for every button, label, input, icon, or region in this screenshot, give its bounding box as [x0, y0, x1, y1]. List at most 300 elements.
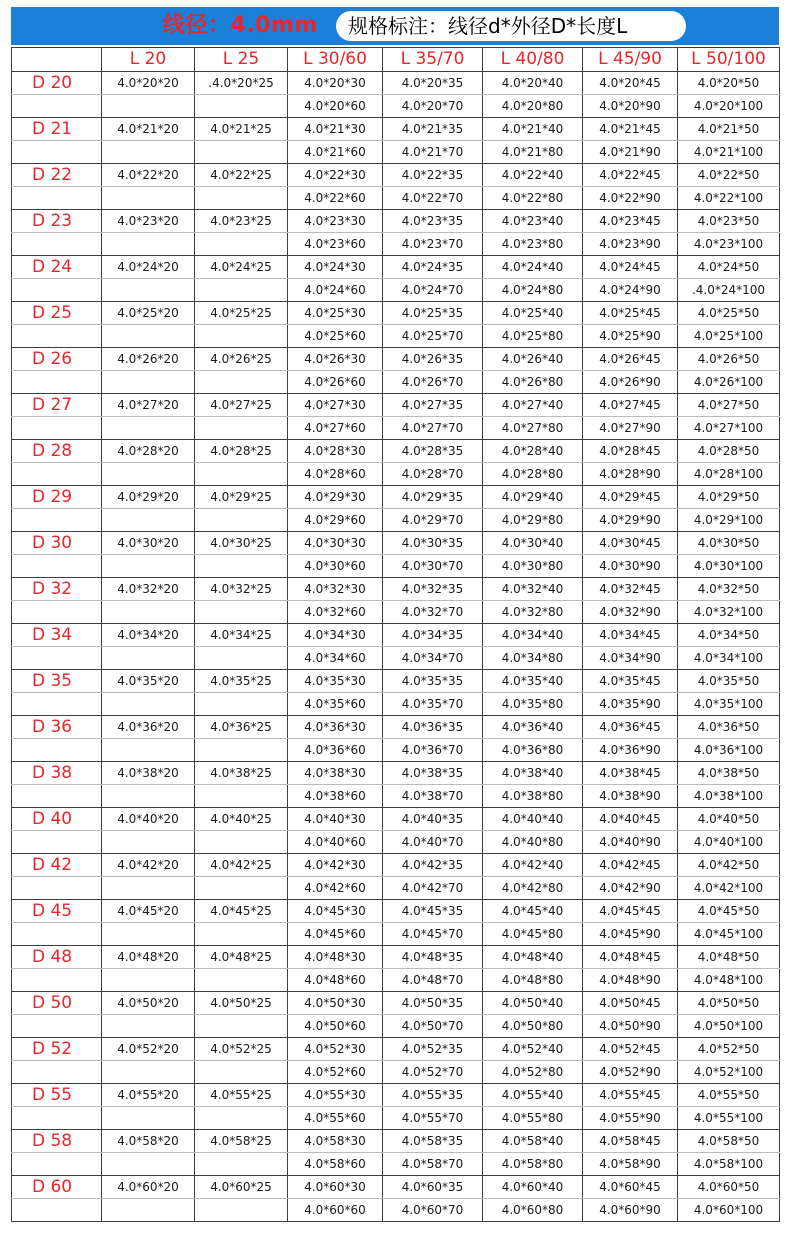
spec-cell: 4.0*35*50: [678, 670, 780, 693]
table-row: [12, 210, 780, 233]
spec-cell: 4.0*30*50: [678, 532, 780, 555]
table-row: [12, 1199, 780, 1222]
spec-cell: 4.0*55*35: [383, 1084, 483, 1107]
spec-cell: 4.0*30*20: [102, 532, 195, 555]
spec-cell: 4.0*25*35: [383, 302, 483, 325]
spec-cell: 4.0*24*45: [583, 256, 678, 279]
spec-cell: 4.0*23*60: [288, 233, 383, 256]
spec-cell: 4.0*26*60: [288, 371, 383, 394]
table-row: [12, 256, 780, 279]
empty-cell: [195, 923, 288, 946]
table-row: [12, 371, 780, 394]
spec-cell: 4.0*28*30: [288, 440, 383, 463]
empty-cell: [12, 739, 102, 762]
table-row: [12, 463, 780, 486]
spec-cell: 4.0*42*100: [678, 877, 780, 900]
spec-cell: 4.0*21*80: [483, 141, 583, 164]
table-row: [12, 1038, 780, 1061]
table-row: [12, 279, 780, 302]
outer-diameter-label: D 25: [12, 302, 102, 325]
spec-cell: 4.0*48*100: [678, 969, 780, 992]
spec-cell: 4.0*36*20: [102, 716, 195, 739]
spec-cell: 4.0*20*40: [483, 72, 583, 95]
spec-cell: 4.0*30*35: [383, 532, 483, 555]
empty-cell: [195, 969, 288, 992]
table-row: [12, 1015, 780, 1038]
table-row: [12, 302, 780, 325]
empty-cell: [12, 187, 102, 210]
spec-cell: 4.0*22*90: [583, 187, 678, 210]
spec-cell: 4.0*32*100: [678, 601, 780, 624]
spec-cell: 4.0*52*100: [678, 1061, 780, 1084]
spec-table: [11, 47, 780, 1222]
spec-cell: 4.0*52*60: [288, 1061, 383, 1084]
outer-diameter-label: D 52: [12, 1038, 102, 1061]
spec-cell: 4.0*52*35: [383, 1038, 483, 1061]
spec-cell: 4.0*38*20: [102, 762, 195, 785]
table-row: [12, 601, 780, 624]
empty-cell: [12, 371, 102, 394]
spec-cell: 4.0*38*60: [288, 785, 383, 808]
table-row: [12, 624, 780, 647]
empty-cell: [12, 95, 102, 118]
spec-cell: 4.0*48*40: [483, 946, 583, 969]
spec-cell: 4.0*29*45: [583, 486, 678, 509]
empty-cell: [102, 923, 195, 946]
empty-cell: [102, 831, 195, 854]
empty-cell: [195, 463, 288, 486]
spec-note-text: 规格标注：线径d*外径D*长度L: [348, 14, 628, 38]
spec-cell: 4.0*29*30: [288, 486, 383, 509]
spec-cell: 4.0*50*25: [195, 992, 288, 1015]
table-row: [12, 739, 780, 762]
table-row: [12, 233, 780, 256]
empty-cell: [195, 1107, 288, 1130]
outer-diameter-label: D 40: [12, 808, 102, 831]
spec-cell: 4.0*52*25: [195, 1038, 288, 1061]
spec-cell: 4.0*42*40: [483, 854, 583, 877]
spec-cell: 4.0*52*20: [102, 1038, 195, 1061]
table-row: [12, 95, 780, 118]
empty-cell: [195, 141, 288, 164]
table-row: [12, 509, 780, 532]
spec-cell: 4.0*52*40: [483, 1038, 583, 1061]
spec-cell: 4.0*32*30: [288, 578, 383, 601]
empty-cell: [102, 417, 195, 440]
spec-cell: 4.0*58*20: [102, 1130, 195, 1153]
spec-cell: 4.0*21*90: [583, 141, 678, 164]
outer-diameter-label: D 32: [12, 578, 102, 601]
spec-cell: 4.0*21*40: [483, 118, 583, 141]
spec-cell: 4.0*20*45: [583, 72, 678, 95]
spec-cell: 4.0*55*70: [383, 1107, 483, 1130]
spec-cell: 4.0*58*45: [583, 1130, 678, 1153]
empty-cell: [195, 693, 288, 716]
outer-diameter-label: D 27: [12, 394, 102, 417]
spec-cell: 4.0*29*70: [383, 509, 483, 532]
spec-cell: 4.0*36*60: [288, 739, 383, 762]
spec-cell: 4.0*38*30: [288, 762, 383, 785]
spec-cell: 4.0*28*60: [288, 463, 383, 486]
spec-cell: 4.0*23*70: [383, 233, 483, 256]
table-row: [12, 693, 780, 716]
spec-cell: 4.0*52*90: [583, 1061, 678, 1084]
spec-cell: 4.0*40*50: [678, 808, 780, 831]
spec-cell: 4.0*25*20: [102, 302, 195, 325]
spec-cell: 4.0*34*35: [383, 624, 483, 647]
spec-cell: 4.0*60*100: [678, 1199, 780, 1222]
spec-cell: 4.0*38*25: [195, 762, 288, 785]
spec-cell: 4.0*27*40: [483, 394, 583, 417]
spec-cell: 4.0*23*30: [288, 210, 383, 233]
empty-cell: [12, 785, 102, 808]
empty-cell: [102, 647, 195, 670]
spec-cell: 4.0*36*30: [288, 716, 383, 739]
spec-cell: 4.0*22*20: [102, 164, 195, 187]
spec-cell: 4.0*45*90: [583, 923, 678, 946]
spec-cell: 4.0*20*70: [383, 95, 483, 118]
spec-cell: 4.0*24*35: [383, 256, 483, 279]
header-length-3: L 30/60: [288, 48, 383, 72]
outer-diameter-label: D 60: [12, 1176, 102, 1199]
spec-cell: 4.0*22*80: [483, 187, 583, 210]
empty-cell: [195, 1153, 288, 1176]
table-row: [12, 1130, 780, 1153]
spec-cell: 4.0*25*60: [288, 325, 383, 348]
empty-cell: [195, 1199, 288, 1222]
table-row: [12, 417, 780, 440]
empty-cell: [195, 187, 288, 210]
spec-cell: 4.0*34*40: [483, 624, 583, 647]
table-body: [12, 72, 780, 1222]
spec-cell: 4.0*50*30: [288, 992, 383, 1015]
spec-cell: 4.0*24*40: [483, 256, 583, 279]
empty-cell: [102, 325, 195, 348]
spec-cell: 4.0*58*80: [483, 1153, 583, 1176]
empty-cell: [195, 509, 288, 532]
table-row: [12, 394, 780, 417]
table-row: [12, 348, 780, 371]
spec-cell: 4.0*34*80: [483, 647, 583, 670]
table-row: [12, 118, 780, 141]
spec-cell: 4.0*60*50: [678, 1176, 780, 1199]
header-length-5: L 40/80: [483, 48, 583, 72]
spec-cell: 4.0*30*70: [383, 555, 483, 578]
spec-cell: 4.0*35*35: [383, 670, 483, 693]
table-row: [12, 900, 780, 923]
table-row: [12, 187, 780, 210]
spec-cell: 4.0*29*60: [288, 509, 383, 532]
spec-cell: 4.0*50*45: [583, 992, 678, 1015]
outer-diameter-label: D 24: [12, 256, 102, 279]
spec-cell: 4.0*20*20: [102, 72, 195, 95]
spec-cell: 4.0*35*100: [678, 693, 780, 716]
spec-cell: 4.0*48*25: [195, 946, 288, 969]
spec-cell: 4.0*25*80: [483, 325, 583, 348]
spec-cell: 4.0*48*90: [583, 969, 678, 992]
spec-cell: 4.0*20*50: [678, 72, 780, 95]
empty-cell: [12, 417, 102, 440]
spec-cell: 4.0*35*45: [583, 670, 678, 693]
table-row: [12, 1153, 780, 1176]
spec-cell: 4.0*40*100: [678, 831, 780, 854]
outer-diameter-label: D 23: [12, 210, 102, 233]
spec-cell: 4.0*20*100: [678, 95, 780, 118]
spec-cell: 4.0*32*60: [288, 601, 383, 624]
spec-cell: 4.0*30*40: [483, 532, 583, 555]
empty-cell: [102, 739, 195, 762]
spec-cell: 4.0*30*45: [583, 532, 678, 555]
spec-cell: 4.0*22*70: [383, 187, 483, 210]
spec-cell: 4.0*29*25: [195, 486, 288, 509]
empty-cell: [12, 877, 102, 900]
spec-cell: 4.0*32*70: [383, 601, 483, 624]
header-length-2: L 25: [195, 48, 288, 72]
spec-cell: 4.0*28*35: [383, 440, 483, 463]
empty-cell: [102, 1107, 195, 1130]
empty-cell: [195, 1015, 288, 1038]
spec-cell: 4.0*58*60: [288, 1153, 383, 1176]
spec-cell: 4.0*23*35: [383, 210, 483, 233]
table-row: [12, 923, 780, 946]
spec-cell: 4.0*48*20: [102, 946, 195, 969]
spec-cell: 4.0*38*100: [678, 785, 780, 808]
spec-cell: 4.0*26*80: [483, 371, 583, 394]
spec-cell: 4.0*48*50: [678, 946, 780, 969]
table-row: [12, 992, 780, 1015]
outer-diameter-label: D 26: [12, 348, 102, 371]
spec-cell: 4.0*50*100: [678, 1015, 780, 1038]
spec-cell: 4.0*21*50: [678, 118, 780, 141]
spec-cell: 4.0*22*35: [383, 164, 483, 187]
spec-cell: 4.0*42*25: [195, 854, 288, 877]
table-row: [12, 1061, 780, 1084]
spec-cell: 4.0*32*90: [583, 601, 678, 624]
spec-cell: 4.0*55*100: [678, 1107, 780, 1130]
spec-cell: 4.0*27*100: [678, 417, 780, 440]
spec-cell: 4.0*38*40: [483, 762, 583, 785]
outer-diameter-label: D 36: [12, 716, 102, 739]
spec-cell: 4.0*27*70: [383, 417, 483, 440]
spec-cell: 4.0*48*80: [483, 969, 583, 992]
spec-cell: 4.0*32*25: [195, 578, 288, 601]
spec-cell: 4.0*60*45: [583, 1176, 678, 1199]
spec-cell: 4.0*26*40: [483, 348, 583, 371]
spec-cell: 4.0*24*90: [583, 279, 678, 302]
spec-cell: 4.0*34*60: [288, 647, 383, 670]
outer-diameter-label: D 55: [12, 1084, 102, 1107]
empty-cell: [102, 1061, 195, 1084]
wire-diameter-title: 线径：4.0mm: [163, 13, 318, 38]
header-length-6: L 45/90: [583, 48, 678, 72]
spec-cell: 4.0*21*100: [678, 141, 780, 164]
outer-diameter-label: D 21: [12, 118, 102, 141]
spec-cell: 4.0*40*40: [483, 808, 583, 831]
spec-cell: 4.0*30*25: [195, 532, 288, 555]
empty-cell: [102, 1153, 195, 1176]
empty-cell: [102, 785, 195, 808]
spec-cell: 4.0*25*70: [383, 325, 483, 348]
spec-cell: 4.0*55*45: [583, 1084, 678, 1107]
spec-cell: 4.0*28*70: [383, 463, 483, 486]
title-banner: [11, 7, 779, 45]
spec-cell: 4.0*26*35: [383, 348, 483, 371]
empty-cell: [102, 141, 195, 164]
spec-cell: 4.0*34*90: [583, 647, 678, 670]
spec-cell: 4.0*36*50: [678, 716, 780, 739]
spec-cell: 4.0*48*70: [383, 969, 483, 992]
spec-cell: 4.0*28*25: [195, 440, 288, 463]
spec-cell: 4.0*50*40: [483, 992, 583, 1015]
spec-cell: 4.0*34*45: [583, 624, 678, 647]
spec-cell: 4.0*24*20: [102, 256, 195, 279]
spec-cell: 4.0*28*45: [583, 440, 678, 463]
spec-cell: 4.0*40*80: [483, 831, 583, 854]
spec-cell: 4.0*21*35: [383, 118, 483, 141]
header-row: [12, 48, 780, 72]
empty-cell: [12, 1107, 102, 1130]
spec-cell: 4.0*20*80: [483, 95, 583, 118]
empty-cell: [102, 601, 195, 624]
spec-cell: 4.0*23*45: [583, 210, 678, 233]
spec-cell: 4.0*45*20: [102, 900, 195, 923]
spec-cell: 4.0*60*90: [583, 1199, 678, 1222]
empty-cell: [12, 325, 102, 348]
outer-diameter-label: D 34: [12, 624, 102, 647]
spec-cell: 4.0*45*45: [583, 900, 678, 923]
empty-cell: [12, 1015, 102, 1038]
spec-cell: 4.0*50*20: [102, 992, 195, 1015]
spec-cell: 4.0*25*100: [678, 325, 780, 348]
table-row: [12, 532, 780, 555]
spec-cell: 4.0*22*60: [288, 187, 383, 210]
empty-cell: [195, 601, 288, 624]
spec-cell: 4.0*20*60: [288, 95, 383, 118]
spec-cell: 4.0*48*30: [288, 946, 383, 969]
outer-diameter-label: D 38: [12, 762, 102, 785]
spec-cell: 4.0*48*35: [383, 946, 483, 969]
spec-cell: 4.0*34*30: [288, 624, 383, 647]
empty-cell: [102, 969, 195, 992]
empty-cell: [12, 923, 102, 946]
spec-cell: 4.0*26*50: [678, 348, 780, 371]
spec-cell: 4.0*29*90: [583, 509, 678, 532]
empty-cell: [195, 739, 288, 762]
spec-cell: 4.0*60*25: [195, 1176, 288, 1199]
spec-cell: 4.0*24*80: [483, 279, 583, 302]
spec-cell: 4.0*52*45: [583, 1038, 678, 1061]
spec-cell: 4.0*50*80: [483, 1015, 583, 1038]
spec-cell: 4.0*45*30: [288, 900, 383, 923]
empty-cell: [12, 1061, 102, 1084]
header-corner: [12, 48, 102, 72]
empty-cell: [195, 831, 288, 854]
spec-cell: 4.0*58*100: [678, 1153, 780, 1176]
empty-cell: [12, 233, 102, 256]
spec-cell: 4.0*21*30: [288, 118, 383, 141]
spec-cell: 4.0*32*45: [583, 578, 678, 601]
outer-diameter-label: D 58: [12, 1130, 102, 1153]
spec-cell: 4.0*48*60: [288, 969, 383, 992]
spec-cell: 4.0*42*20: [102, 854, 195, 877]
table-row: [12, 164, 780, 187]
table-row: [12, 555, 780, 578]
spec-cell: 4.0*28*20: [102, 440, 195, 463]
spec-cell: 4.0*36*40: [483, 716, 583, 739]
spec-cell: 4.0*32*35: [383, 578, 483, 601]
spec-cell: 4.0*22*40: [483, 164, 583, 187]
spec-cell: 4.0*60*20: [102, 1176, 195, 1199]
spec-cell: 4.0*38*50: [678, 762, 780, 785]
spec-cell: 4.0*60*70: [383, 1199, 483, 1222]
spec-cell: 4.0*25*40: [483, 302, 583, 325]
spec-cell: 4.0*26*45: [583, 348, 678, 371]
spec-cell: 4.0*45*50: [678, 900, 780, 923]
spec-cell: 4.0*24*25: [195, 256, 288, 279]
table-row: [12, 72, 780, 95]
table-row: [12, 762, 780, 785]
spec-cell: 4.0*29*40: [483, 486, 583, 509]
spec-cell: 4.0*55*25: [195, 1084, 288, 1107]
spec-cell: 4.0*21*60: [288, 141, 383, 164]
spec-cell: 4.0*26*25: [195, 348, 288, 371]
spec-cell: 4.0*45*35: [383, 900, 483, 923]
outer-diameter-label: D 20: [12, 72, 102, 95]
empty-cell: [12, 693, 102, 716]
spec-cell: 4.0*58*50: [678, 1130, 780, 1153]
empty-cell: [102, 1199, 195, 1222]
spec-cell: 4.0*24*50: [678, 256, 780, 279]
spec-cell: 4.0*40*35: [383, 808, 483, 831]
spec-cell: 4.0*34*70: [383, 647, 483, 670]
empty-cell: [102, 509, 195, 532]
empty-cell: [12, 647, 102, 670]
spec-cell: 4.0*36*90: [583, 739, 678, 762]
spec-cell: 4.0*20*35: [383, 72, 483, 95]
spec-cell: 4.0*25*90: [583, 325, 678, 348]
outer-diameter-label: D 48: [12, 946, 102, 969]
spec-cell: 4.0*30*90: [583, 555, 678, 578]
spec-cell: 4.0*58*40: [483, 1130, 583, 1153]
spec-cell: 4.0*40*70: [383, 831, 483, 854]
spec-cell: 4.0*36*100: [678, 739, 780, 762]
spec-cell: 4.0*29*35: [383, 486, 483, 509]
outer-diameter-label: D 30: [12, 532, 102, 555]
spec-cell: 4.0*27*90: [583, 417, 678, 440]
spec-cell: 4.0*22*45: [583, 164, 678, 187]
spec-cell: 4.0*23*90: [583, 233, 678, 256]
spec-cell: 4.0*36*45: [583, 716, 678, 739]
spec-cell: 4.0*52*30: [288, 1038, 383, 1061]
spec-cell: 4.0*29*100: [678, 509, 780, 532]
spec-cell: 4.0*35*40: [483, 670, 583, 693]
spec-cell: 4.0*28*90: [583, 463, 678, 486]
spec-cell: 4.0*42*30: [288, 854, 383, 877]
table-row: [12, 1176, 780, 1199]
spec-note-pill: [336, 11, 686, 41]
empty-cell: [12, 555, 102, 578]
spec-cell: 4.0*27*60: [288, 417, 383, 440]
spec-cell: 4.0*42*60: [288, 877, 383, 900]
table-row: [12, 969, 780, 992]
table-row: [12, 440, 780, 463]
spec-cell: 4.0*40*90: [583, 831, 678, 854]
spec-cell: 4.0*50*70: [383, 1015, 483, 1038]
spec-cell: 4.0*22*100: [678, 187, 780, 210]
spec-cell: 4.0*28*80: [483, 463, 583, 486]
spec-cell: 4.0*22*25: [195, 164, 288, 187]
empty-cell: [195, 233, 288, 256]
